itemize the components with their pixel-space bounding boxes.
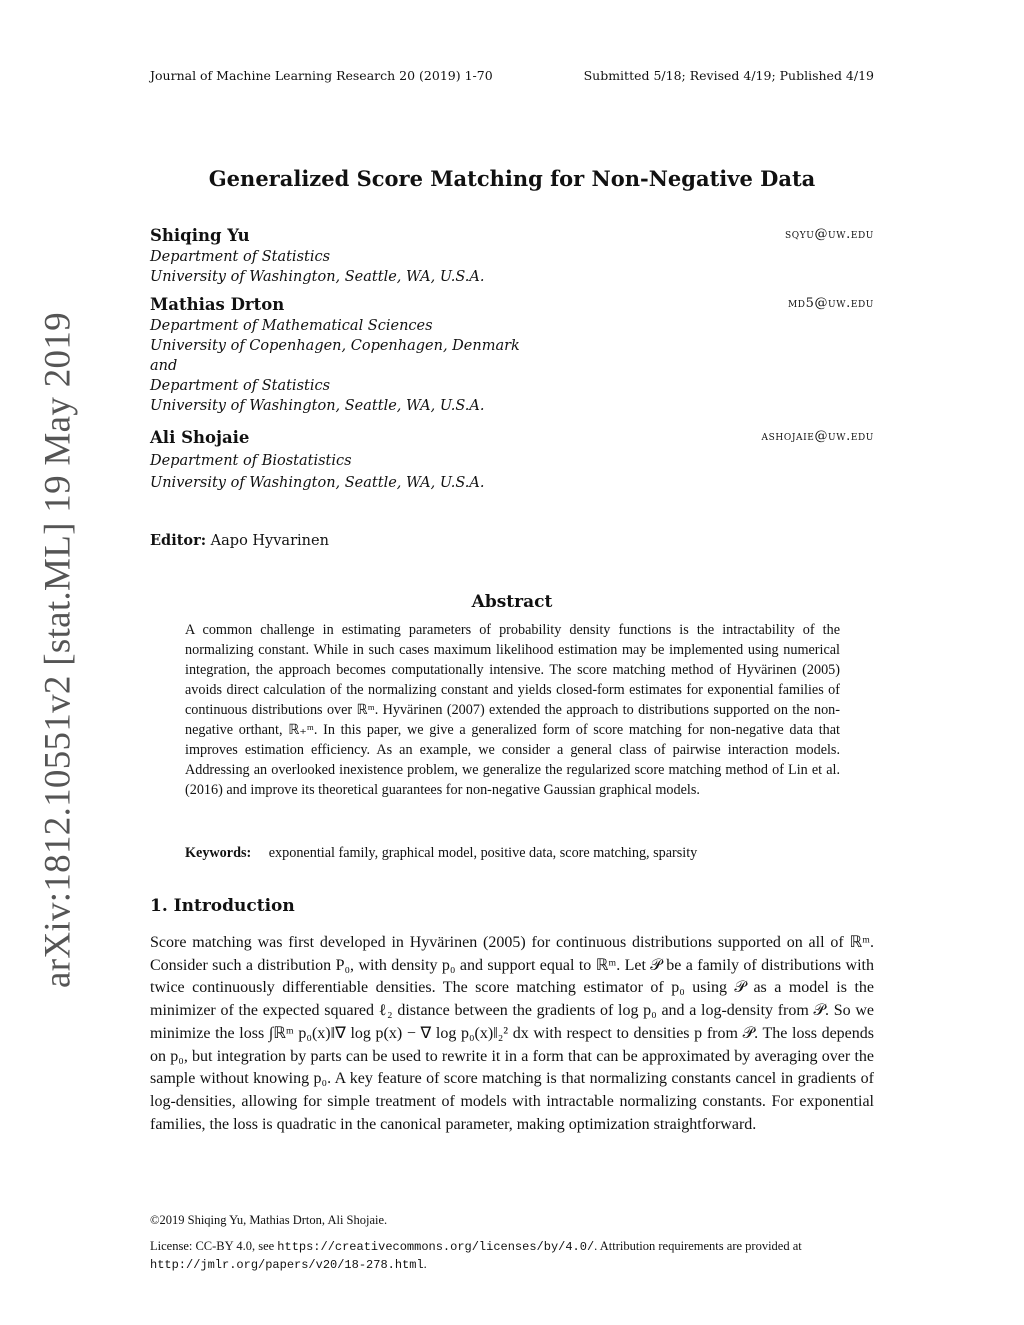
author-block [150, 427, 874, 493]
section-heading: 1. Introduction [150, 896, 295, 916]
paper-url-link[interactable]: http://jmlr.org/papers/v20/18-278.html [150, 1258, 424, 1272]
affiliation-line: University of Washington, Seattle, WA, U.S.A. [150, 398, 485, 414]
abstract-heading: Abstract [471, 592, 553, 612]
author-email[interactable]: ashojaie@uw.edu [761, 429, 874, 444]
author-name: Ali Shojaie [150, 428, 250, 447]
journal-citation: Journal of Machine Learning Research 20 (2019) 1-70 [150, 68, 493, 83]
introduction-text: Score matching was first developed in Hyvärinen (2005) for continuous distributions supported on all of ℝᵐ. Consider such a distribution P₀, with density p₀ and support equal to ℝᵐ. Let 𝒫 be a family of distributions with twice continuously differentiable densities. The score matching estimator of p₀ using 𝒫 as a model is the minimizer of the expected squared ℓ₂ distance between the gradients of log p₀ and a log-density from 𝒫. So we minimize the loss ∫ℝᵐ p₀(x)‖∇ log p(x) − ∇ log p₀(x)‖₂² dx with respect to densities p from 𝒫. The loss depends on p₀, but integration by parts can be used to rewrite it in a form that can be approximated by averaging over the sample without knowing p₀. A key feature of score matching is that normalizing constants cancel in gradients of log-densities, allowing for simple treatment of models with intractable normalizing constants. For exponential families, the loss is quadratic in the canonical parameter, making optimization straightforward. [150, 934, 874, 1133]
running-head [150, 68, 874, 83]
keywords-label: Keywords: [185, 845, 252, 861]
license-end: . [423, 1257, 427, 1271]
submission-dates: Submitted 5/18; Revised 4/19; Published 4/19 [583, 68, 874, 83]
affiliation-line: University of Washington, Seattle, WA, U.S.A. [150, 269, 485, 285]
author-email[interactable]: sqyu@uw.edu [784, 227, 874, 242]
affiliation-line: University of Washington, Seattle, WA, U.S.A. [150, 475, 485, 491]
editor-label: Editor: [150, 532, 207, 549]
affiliation-line: and [150, 358, 178, 374]
author-name: Shiqing Yu [150, 226, 250, 245]
affiliation-line: Department of Mathematical Sciences [150, 318, 433, 334]
author-name: Mathias Drton [150, 295, 285, 314]
editor-line [150, 532, 329, 549]
abstract-text: A common challenge in estimating parameters of probability density functions is the intractability of the normalizing constant. While in such cases maximum likelihood estimation may be implemented using numerical integration, the approach becomes computationally intensive. The score matching method of Hyvärinen (2005) avoids direct calculation of the normalizing constant and yields closed-form estimates for exponential families of continuous distributions over ℝᵐ. Hyvärinen (2007) extended the approach to distributions supported on the non-negative orthant, ℝ₊ᵐ. In this paper, we give a generalized form of score matching for non-negative data that improves estimation efficiency. As an example, we consider a general class of pairwise interaction models. Addressing an overlooked inexistence problem, we generalize the regularized score matching method of Lin et al. (2016) and improve its theoretical guarantees for non-negative Gaussian graphical models. [185, 622, 840, 798]
author-block [150, 294, 874, 416]
author-email[interactable]: md5@uw.edu [787, 296, 874, 311]
paper-title: Generalized Score Matching for Non-Negative Data [208, 166, 816, 191]
keywords-text: exponential family, graphical model, positive data, score matching, sparsity [268, 845, 698, 861]
affiliation-line: Department of Biostatistics [150, 453, 352, 469]
affiliation-line: Department of Statistics [150, 378, 331, 394]
affiliation-line: Department of Statistics [150, 249, 331, 265]
arxiv-identifier: arXiv:1812.10551v2 [stat.ML] 19 May 2019 [37, 312, 79, 988]
license-prefix: License: CC-BY 4.0, see [150, 1239, 275, 1253]
editor-name: Aapo Hyvarinen [210, 533, 329, 549]
license-mid: . Attribution requirements are provided at [594, 1239, 802, 1253]
keywords-line [185, 845, 840, 862]
license-line [150, 1238, 874, 1274]
license-url-link[interactable]: https://creativecommons.org/licenses/by/4.0/ [277, 1240, 595, 1254]
author-block [150, 225, 874, 287]
affiliation-line: University of Copenhagen, Copenhagen, Denmark [150, 338, 520, 354]
copyright-line: ©2019 Shiqing Yu, Mathias Drton, Ali Shojaie. [150, 1213, 388, 1227]
